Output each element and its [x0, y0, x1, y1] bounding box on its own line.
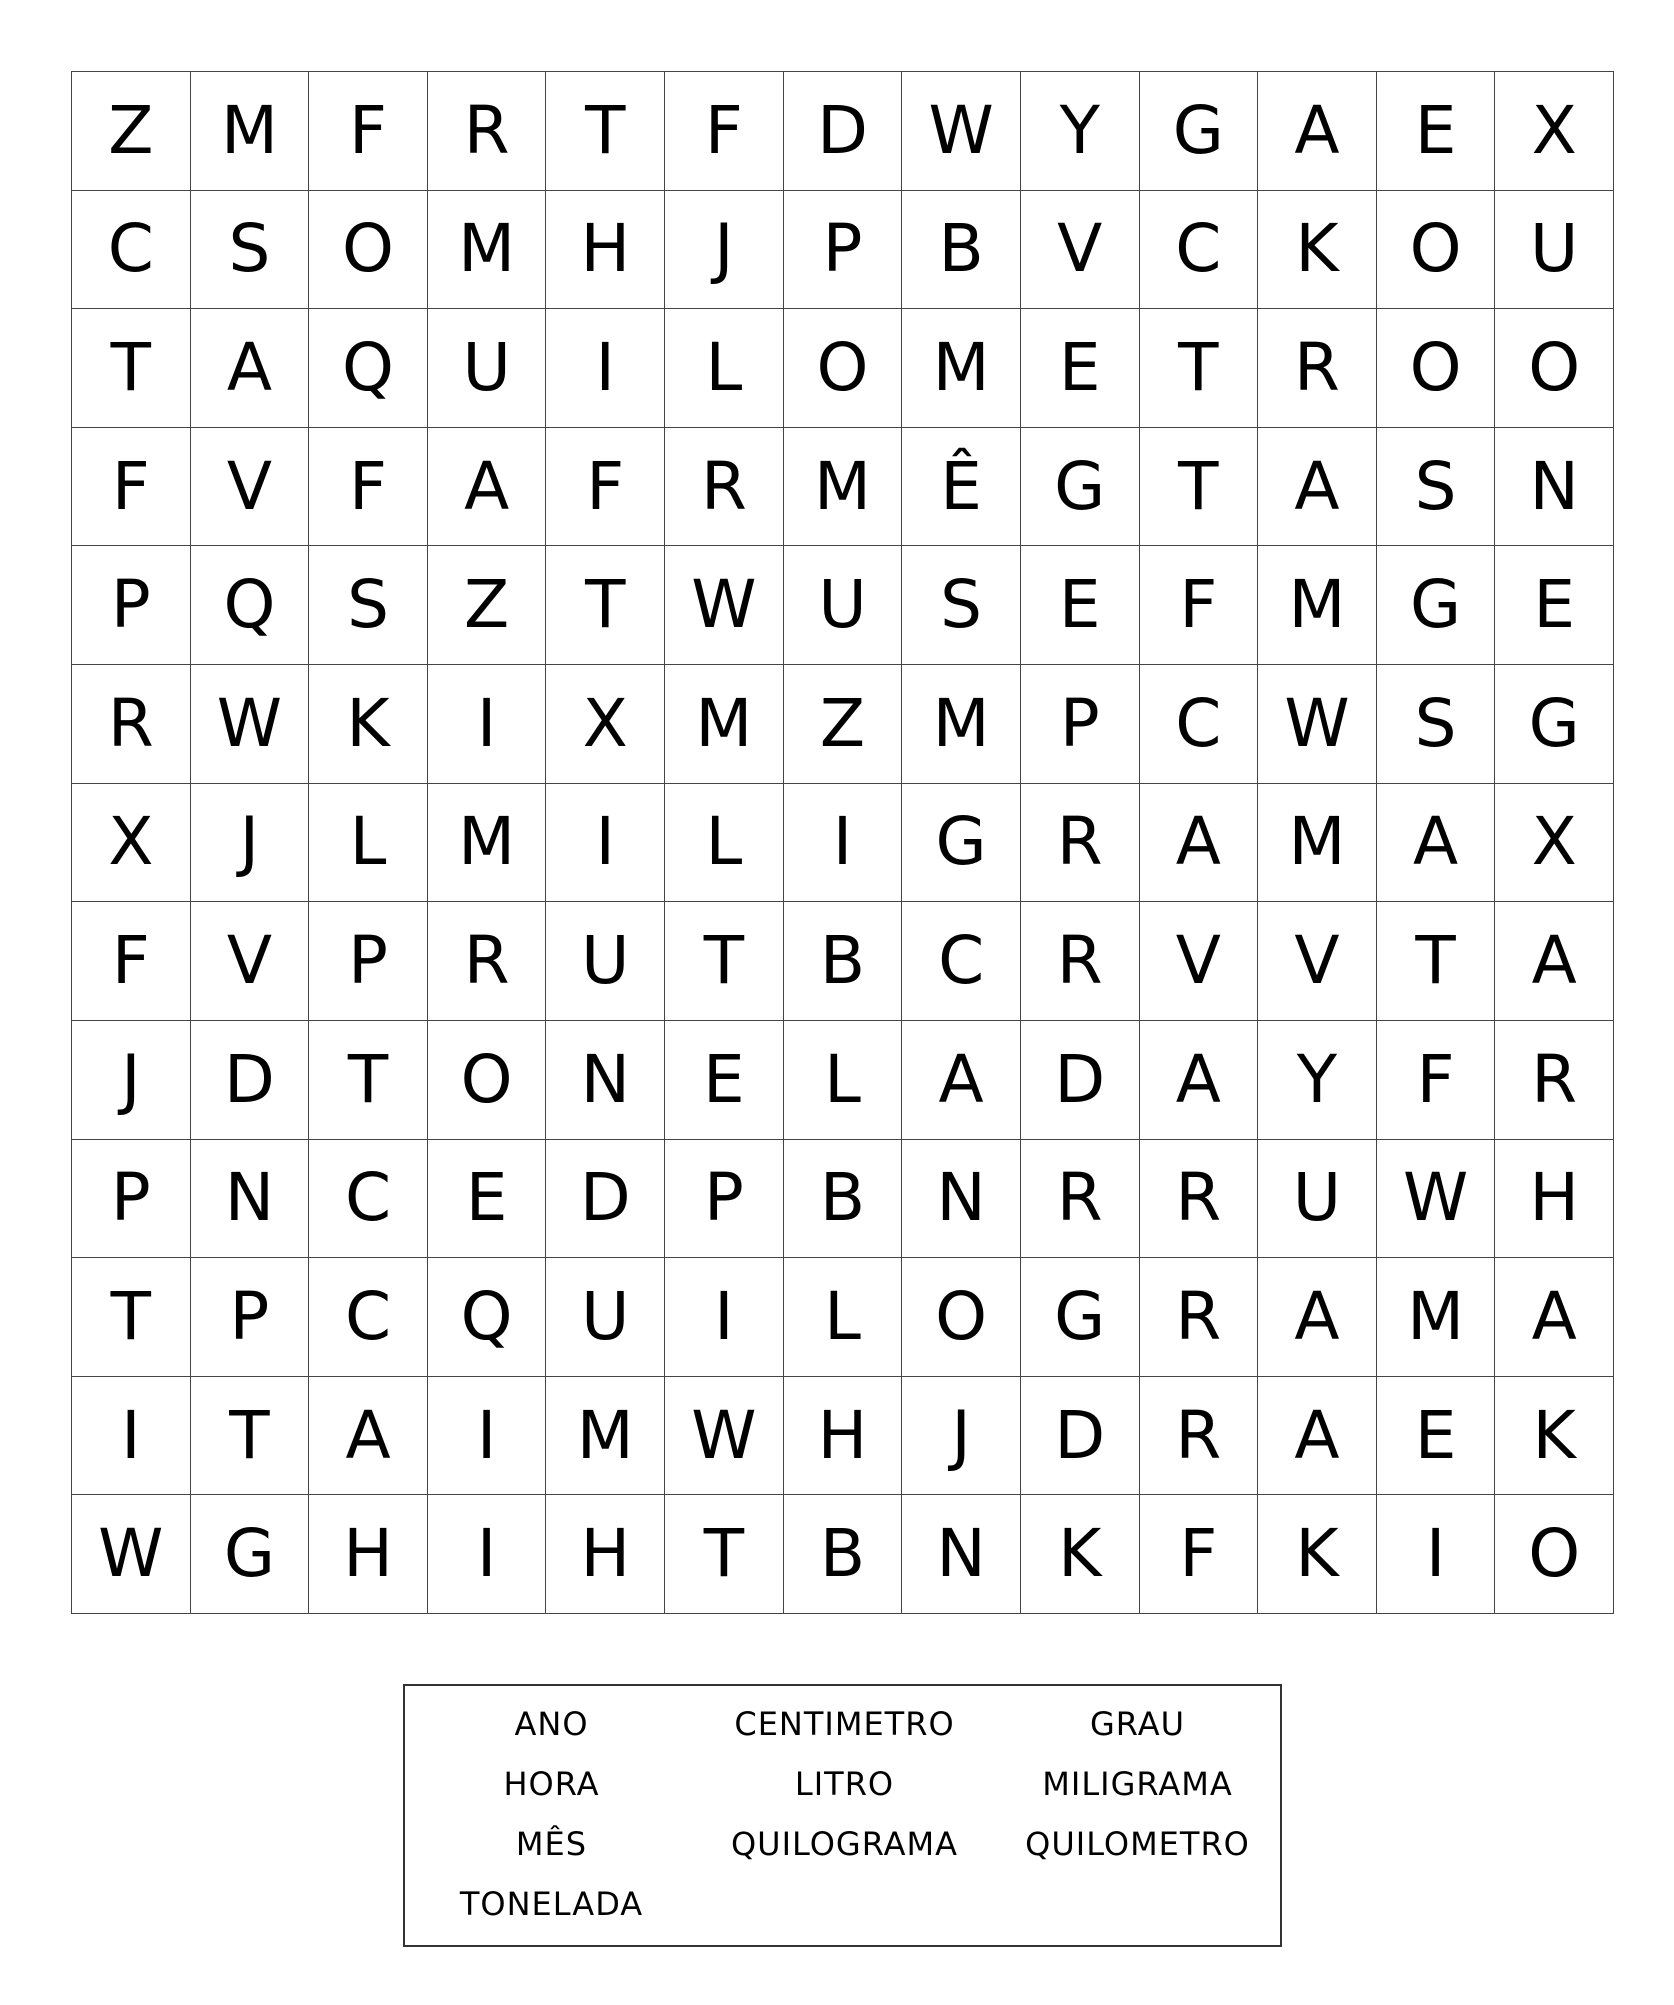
word-search-grid	[71, 71, 1614, 1614]
grid-cell[interactable]: G	[1021, 428, 1140, 547]
grid-cell[interactable]: G	[1140, 72, 1259, 191]
grid-cell[interactable]: V	[1140, 902, 1259, 1021]
grid-cell[interactable]: U	[546, 902, 665, 1021]
grid-cell[interactable]: S	[309, 546, 428, 665]
grid-cell[interactable]: W	[191, 665, 310, 784]
grid-cell[interactable]: I	[546, 309, 665, 428]
grid-cell[interactable]: V	[1021, 191, 1140, 310]
grid-cell[interactable]: R	[1021, 1140, 1140, 1259]
grid-cell[interactable]: N	[546, 1021, 665, 1140]
word-list	[405, 1702, 1280, 1942]
grid-cell[interactable]: T	[546, 546, 665, 665]
grid-cell[interactable]: T	[191, 1377, 310, 1496]
grid-cell[interactable]: A	[309, 1377, 428, 1496]
word-list-item: LITRO	[794, 1765, 895, 1803]
grid-cell[interactable]: D	[191, 1021, 310, 1140]
grid-cell[interactable]: O	[902, 1258, 1021, 1377]
grid-cell[interactable]: M	[784, 428, 903, 547]
grid-cell[interactable]: Y	[1258, 1021, 1377, 1140]
grid-cell[interactable]: M	[1258, 784, 1377, 903]
grid-cell[interactable]: Q	[428, 1258, 547, 1377]
grid-cell[interactable]: T	[1140, 428, 1259, 547]
grid-cell[interactable]: H	[1495, 1140, 1614, 1259]
grid-cell[interactable]: M	[428, 191, 547, 310]
grid-cell[interactable]: T	[665, 902, 784, 1021]
grid-cell[interactable]: W	[665, 1377, 784, 1496]
grid-cell[interactable]: G	[1495, 665, 1614, 784]
grid-cell[interactable]: G	[1021, 1258, 1140, 1377]
grid-cell[interactable]: P	[784, 191, 903, 310]
grid-cell[interactable]: I	[546, 784, 665, 903]
grid-cell[interactable]: F	[309, 72, 428, 191]
grid-cell[interactable]: R	[1495, 1021, 1614, 1140]
word-list-item: QUILOGRAMA	[730, 1825, 959, 1863]
grid-cell[interactable]: P	[191, 1258, 310, 1377]
grid-cell[interactable]: H	[546, 1495, 665, 1614]
grid-cell[interactable]: E	[1377, 1377, 1496, 1496]
grid-cell[interactable]: C	[72, 191, 191, 310]
word-list-item: QUILOMETRO	[1025, 1825, 1250, 1863]
grid-cell[interactable]: I	[72, 1377, 191, 1496]
grid-cell[interactable]: J	[191, 784, 310, 903]
grid-cell[interactable]: S	[191, 191, 310, 310]
grid-cell[interactable]: V	[191, 902, 310, 1021]
grid-cell[interactable]: N	[902, 1140, 1021, 1259]
grid-cell[interactable]: R	[1021, 784, 1140, 903]
grid-cell[interactable]: H	[309, 1495, 428, 1614]
grid-cell[interactable]: K	[309, 665, 428, 784]
grid-cell[interactable]: S	[1377, 665, 1496, 784]
grid-cell[interactable]: C	[309, 1258, 428, 1377]
grid-cell[interactable]: W	[72, 1495, 191, 1614]
grid-cell[interactable]: I	[428, 665, 547, 784]
grid-cell[interactable]: F	[1140, 1495, 1259, 1614]
grid-cell[interactable]: M	[428, 784, 547, 903]
grid-cell[interactable]: L	[309, 784, 428, 903]
grid-cell[interactable]: X	[546, 665, 665, 784]
grid-cell[interactable]: W	[1258, 665, 1377, 784]
grid-cell[interactable]: L	[784, 1021, 903, 1140]
grid-cell[interactable]: O	[428, 1021, 547, 1140]
grid-cell[interactable]: E	[1377, 72, 1496, 191]
grid-cell[interactable]: O	[784, 309, 903, 428]
grid-cell[interactable]: B	[784, 1495, 903, 1614]
grid-cell[interactable]: W	[665, 546, 784, 665]
grid-cell[interactable]: O	[1495, 1495, 1614, 1614]
grid-cell[interactable]: F	[309, 428, 428, 547]
word-list-item: ANO	[514, 1705, 589, 1743]
grid-cell[interactable]: A	[191, 309, 310, 428]
grid-cell[interactable]: M	[902, 309, 1021, 428]
grid-cell[interactable]: M	[1377, 1258, 1496, 1377]
grid-cell[interactable]: Ê	[902, 428, 1021, 547]
word-list-item: MÊS	[515, 1825, 588, 1863]
grid-cell[interactable]: B	[784, 902, 903, 1021]
grid-cell[interactable]: F	[1140, 546, 1259, 665]
grid-cell[interactable]: P	[665, 1140, 784, 1259]
grid-cell[interactable]: H	[546, 191, 665, 310]
grid-cell[interactable]: U	[546, 1258, 665, 1377]
grid-cell[interactable]: F	[1377, 1021, 1496, 1140]
grid-cell[interactable]: K	[1495, 1377, 1614, 1496]
grid-cell[interactable]: M	[546, 1377, 665, 1496]
grid-cell[interactable]: U	[428, 309, 547, 428]
grid-cell[interactable]: M	[1258, 546, 1377, 665]
grid-cell[interactable]: S	[902, 546, 1021, 665]
grid-cell[interactable]: K	[1258, 1495, 1377, 1614]
grid-cell[interactable]: R	[1258, 309, 1377, 428]
grid-cell[interactable]: L	[784, 1258, 903, 1377]
grid-cell[interactable]: K	[1021, 1495, 1140, 1614]
grid-cell[interactable]: I	[1377, 1495, 1496, 1614]
grid-cell[interactable]: K	[1258, 191, 1377, 310]
grid-cell[interactable]: E	[665, 1021, 784, 1140]
grid-cell[interactable]: T	[1140, 309, 1259, 428]
grid-cell[interactable]: S	[1377, 428, 1496, 547]
word-list-item: HORA	[503, 1765, 600, 1803]
grid-cell[interactable]: D	[784, 72, 903, 191]
grid-cell[interactable]: B	[784, 1140, 903, 1259]
grid-cell[interactable]: E	[1021, 309, 1140, 428]
word-list-item: MILIGRAMA	[1042, 1765, 1233, 1803]
grid-cell[interactable]: O	[1495, 309, 1614, 428]
grid-cell[interactable]: C	[309, 1140, 428, 1259]
grid-cell[interactable]: Q	[309, 309, 428, 428]
grid-cell[interactable]: V	[191, 428, 310, 547]
grid-cell[interactable]: G	[191, 1495, 310, 1614]
grid-cell[interactable]: A	[1140, 1021, 1259, 1140]
grid-cell[interactable]: T	[1377, 902, 1496, 1021]
grid-cell[interactable]: T	[665, 1495, 784, 1614]
grid-cell[interactable]: C	[902, 902, 1021, 1021]
grid-cell[interactable]: X	[1495, 784, 1614, 903]
grid-cell[interactable]: Z	[72, 72, 191, 191]
grid-cell[interactable]: W	[902, 72, 1021, 191]
grid-cell[interactable]: B	[902, 191, 1021, 310]
grid-cell[interactable]: F	[72, 902, 191, 1021]
grid-cell[interactable]: G	[1377, 546, 1496, 665]
grid-cell[interactable]: T	[72, 1258, 191, 1377]
grid-cell[interactable]: M	[665, 665, 784, 784]
grid-cell[interactable]: R	[1140, 1258, 1259, 1377]
grid-cell[interactable]: R	[428, 72, 547, 191]
grid-cell[interactable]: O	[1377, 191, 1496, 310]
grid-cell[interactable]: D	[1021, 1021, 1140, 1140]
word-list-box	[403, 1684, 1282, 1947]
grid-cell[interactable]: P	[309, 902, 428, 1021]
grid-cell[interactable]: R	[1021, 902, 1140, 1021]
grid-cell[interactable]: H	[784, 1377, 903, 1496]
grid-cell[interactable]: J	[902, 1377, 1021, 1496]
grid-cell[interactable]: G	[902, 784, 1021, 903]
grid-cell[interactable]: N	[1495, 428, 1614, 547]
grid-cell[interactable]: O	[309, 191, 428, 310]
grid-cell[interactable]: E	[1495, 546, 1614, 665]
grid-cell[interactable]: R	[1140, 1140, 1259, 1259]
grid-cell[interactable]: A	[1258, 1377, 1377, 1496]
grid-cell[interactable]: I	[428, 1495, 547, 1614]
grid-cell[interactable]: A	[428, 428, 547, 547]
grid-cell[interactable]: L	[665, 784, 784, 903]
word-list-item: TONELADA	[459, 1885, 644, 1923]
grid-cell[interactable]: W	[1377, 1140, 1496, 1259]
grid-cell[interactable]: A	[1377, 784, 1496, 903]
grid-cell[interactable]: A	[902, 1021, 1021, 1140]
grid-cell[interactable]: T	[309, 1021, 428, 1140]
grid-cell[interactable]: X	[72, 784, 191, 903]
grid-cell[interactable]: Z	[428, 546, 547, 665]
grid-cell[interactable]: V	[1258, 902, 1377, 1021]
grid-cell[interactable]: I	[665, 1258, 784, 1377]
grid-cell[interactable]: Y	[1021, 72, 1140, 191]
grid-cell[interactable]: A	[1258, 428, 1377, 547]
grid-cell[interactable]: P	[72, 546, 191, 665]
grid-cell[interactable]: E	[1021, 546, 1140, 665]
grid-cell[interactable]: D	[546, 1140, 665, 1259]
grid-cell[interactable]: A	[1258, 1258, 1377, 1377]
grid-cell[interactable]: I	[428, 1377, 547, 1496]
grid-cell[interactable]: Q	[191, 546, 310, 665]
grid-cell[interactable]: P	[72, 1140, 191, 1259]
grid-cell[interactable]: L	[665, 309, 784, 428]
grid-cell[interactable]: U	[1495, 191, 1614, 310]
grid-cell[interactable]: A	[1258, 72, 1377, 191]
grid-cell[interactable]: N	[902, 1495, 1021, 1614]
grid-cell[interactable]: F	[72, 428, 191, 547]
grid-cell[interactable]: P	[1021, 665, 1140, 784]
grid-cell[interactable]: X	[1495, 72, 1614, 191]
grid-cell[interactable]: J	[665, 191, 784, 310]
grid-cell[interactable]: J	[72, 1021, 191, 1140]
grid-cell[interactable]: R	[428, 902, 547, 1021]
grid-cell[interactable]: R	[72, 665, 191, 784]
grid-cell[interactable]: A	[1495, 902, 1614, 1021]
grid-cell[interactable]: Z	[784, 665, 903, 784]
grid-cell[interactable]: U	[784, 546, 903, 665]
grid-cell[interactable]: T	[546, 72, 665, 191]
grid-cell[interactable]: D	[1021, 1377, 1140, 1496]
grid-cell[interactable]: R	[1140, 1377, 1259, 1496]
grid-cell[interactable]: A	[1495, 1258, 1614, 1377]
grid-cell[interactable]: F	[546, 428, 665, 547]
grid-cell[interactable]: M	[191, 72, 310, 191]
word-list-item: GRAU	[1089, 1705, 1186, 1743]
grid-cell[interactable]: F	[665, 72, 784, 191]
grid-cell[interactable]: I	[784, 784, 903, 903]
grid-cell[interactable]: C	[1140, 191, 1259, 310]
grid-cell[interactable]: N	[191, 1140, 310, 1259]
grid-cell[interactable]: U	[1258, 1140, 1377, 1259]
grid-cell[interactable]: R	[665, 428, 784, 547]
grid-cell[interactable]: O	[1377, 309, 1496, 428]
grid-cell[interactable]: T	[72, 309, 191, 428]
grid-cell[interactable]: M	[902, 665, 1021, 784]
word-list-item: CENTIMETRO	[734, 1705, 955, 1743]
grid-cell[interactable]: E	[428, 1140, 547, 1259]
grid-cell[interactable]: C	[1140, 665, 1259, 784]
grid-cell[interactable]: A	[1140, 784, 1259, 903]
